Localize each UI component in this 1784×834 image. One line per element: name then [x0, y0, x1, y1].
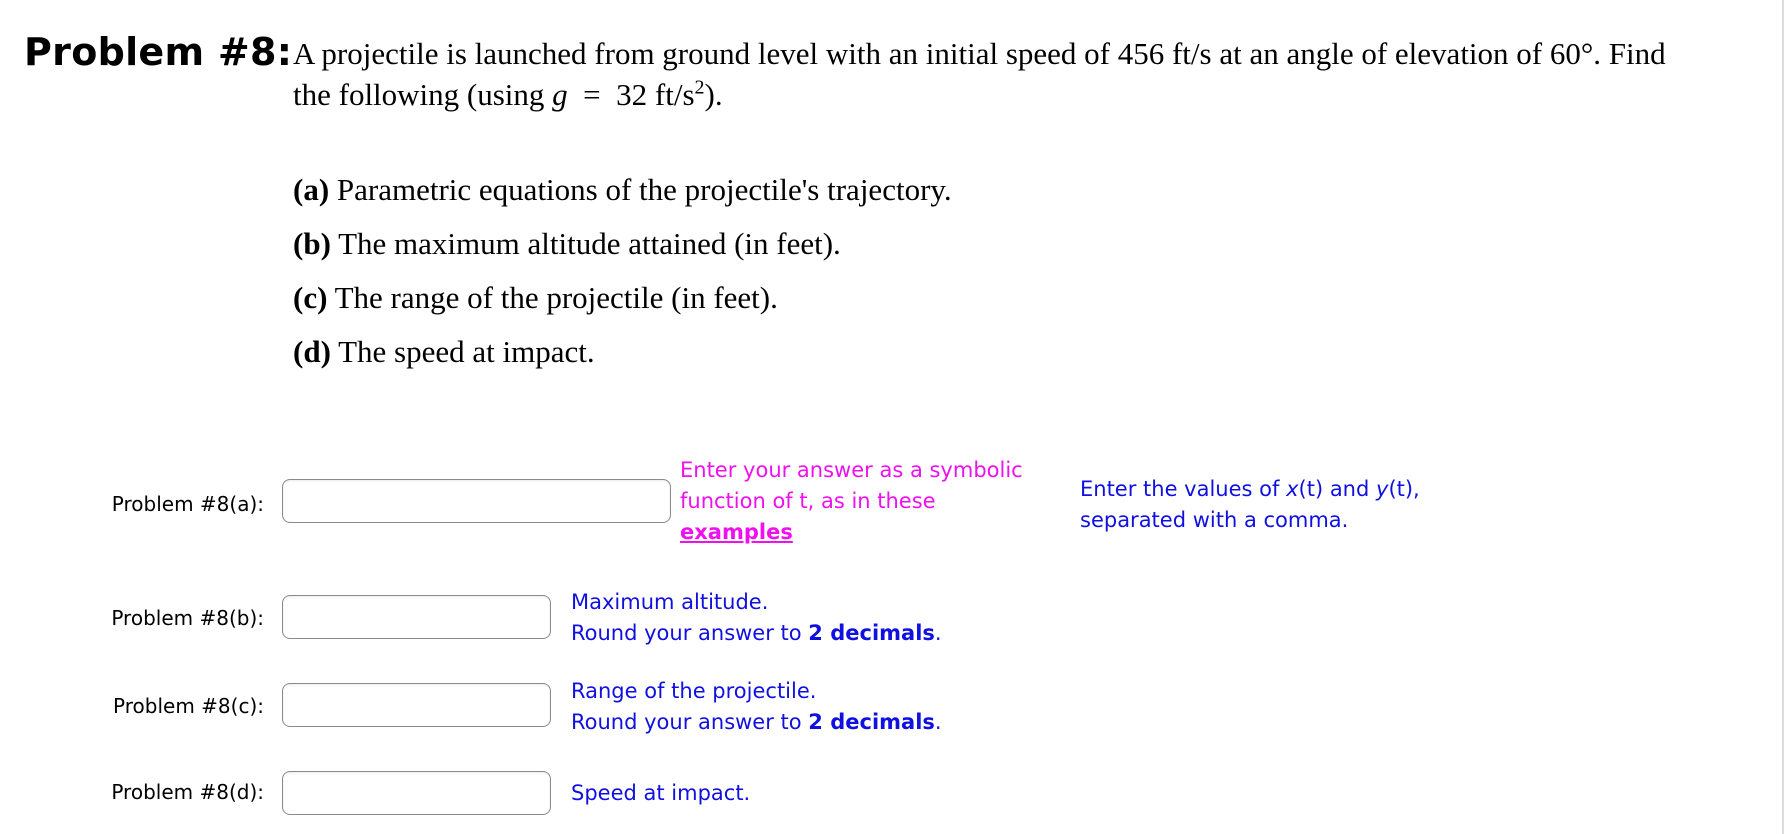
answer-b-input[interactable] — [282, 595, 551, 639]
answer-a-hint-line1: Enter your answer as a symbolic — [680, 458, 1023, 482]
answer-a-note — [1080, 474, 1420, 536]
g-exponent: 2 — [694, 76, 705, 99]
part-a — [293, 172, 952, 226]
part-letter: (d) — [293, 334, 331, 369]
answer-b-hint-line1: Maximum altitude. — [571, 590, 769, 614]
hint-period: . — [934, 710, 942, 734]
part-letter: (b) — [293, 226, 331, 261]
part-d — [293, 334, 952, 388]
g-value: 32 ft/s — [616, 77, 695, 112]
answer-a-label: Problem #8(a): — [111, 492, 264, 516]
answer-c-hint-line1: Range of the projectile. — [571, 679, 817, 703]
problem-statement-line2 — [293, 74, 1763, 115]
note-t2: (t), — [1388, 477, 1420, 501]
answer-a-hint-line2: function of t, as in these — [680, 489, 936, 513]
answer-c-input[interactable] — [282, 683, 551, 727]
part-text: The range of the projectile (in feet). — [334, 280, 778, 315]
note-and: and — [1323, 477, 1376, 501]
answer-c-label: Problem #8(c): — [113, 694, 264, 718]
part-text: Parametric equations of the projectile's trajectory. — [336, 172, 952, 207]
answer-d-hint — [571, 778, 750, 809]
answer-d-label: Problem #8(d): — [111, 780, 264, 804]
part-letter: (a) — [293, 172, 330, 207]
hint-bold: 2 decimals — [808, 621, 935, 645]
problem-label: Problem #8: — [24, 30, 293, 74]
answer-a-note-line2: separated with a comma. — [1080, 508, 1349, 532]
part-c — [293, 280, 952, 334]
hint-text: Round your answer to — [571, 710, 809, 734]
answer-c-hint — [571, 676, 942, 738]
part-text: The speed at impact. — [338, 334, 595, 369]
note-text: Enter the values of — [1080, 477, 1287, 501]
note-x: x — [1286, 477, 1299, 501]
answer-b-hint-line2 — [571, 618, 942, 649]
part-letter: (c) — [293, 280, 328, 315]
answer-a-input[interactable] — [282, 479, 671, 523]
answer-d-input[interactable] — [282, 771, 551, 815]
answer-a-hint — [680, 455, 1023, 548]
answer-b-label: Problem #8(b): — [111, 606, 264, 630]
equals-sign: = — [583, 77, 601, 112]
hint-bold: 2 decimals — [808, 710, 935, 734]
hint-text: Round your answer to — [571, 621, 809, 645]
statement-text-end: ). — [704, 77, 723, 112]
part-text: The maximum altitude attained (in feet). — [338, 226, 841, 261]
note-y: y — [1376, 477, 1389, 501]
examples-link[interactable]: examples — [680, 520, 793, 544]
answer-d-hint-line1: Speed at impact. — [571, 781, 751, 805]
problem-statement-line1: A projectile is launched from ground level with an initial speed of 456 ft/s at an angle of elevation of 60°. Find — [293, 36, 1666, 71]
statement-text: the following (using — [293, 77, 553, 112]
part-b — [293, 226, 952, 280]
answer-c-hint-line2 — [571, 707, 942, 738]
note-t1: (t) — [1298, 477, 1324, 501]
g-symbol: g — [552, 77, 568, 112]
problem-statement — [293, 33, 1763, 115]
answer-b-hint — [571, 587, 942, 649]
answer-a-note-line1 — [1080, 474, 1420, 505]
hint-period: . — [934, 621, 942, 645]
parts-list — [293, 172, 952, 388]
